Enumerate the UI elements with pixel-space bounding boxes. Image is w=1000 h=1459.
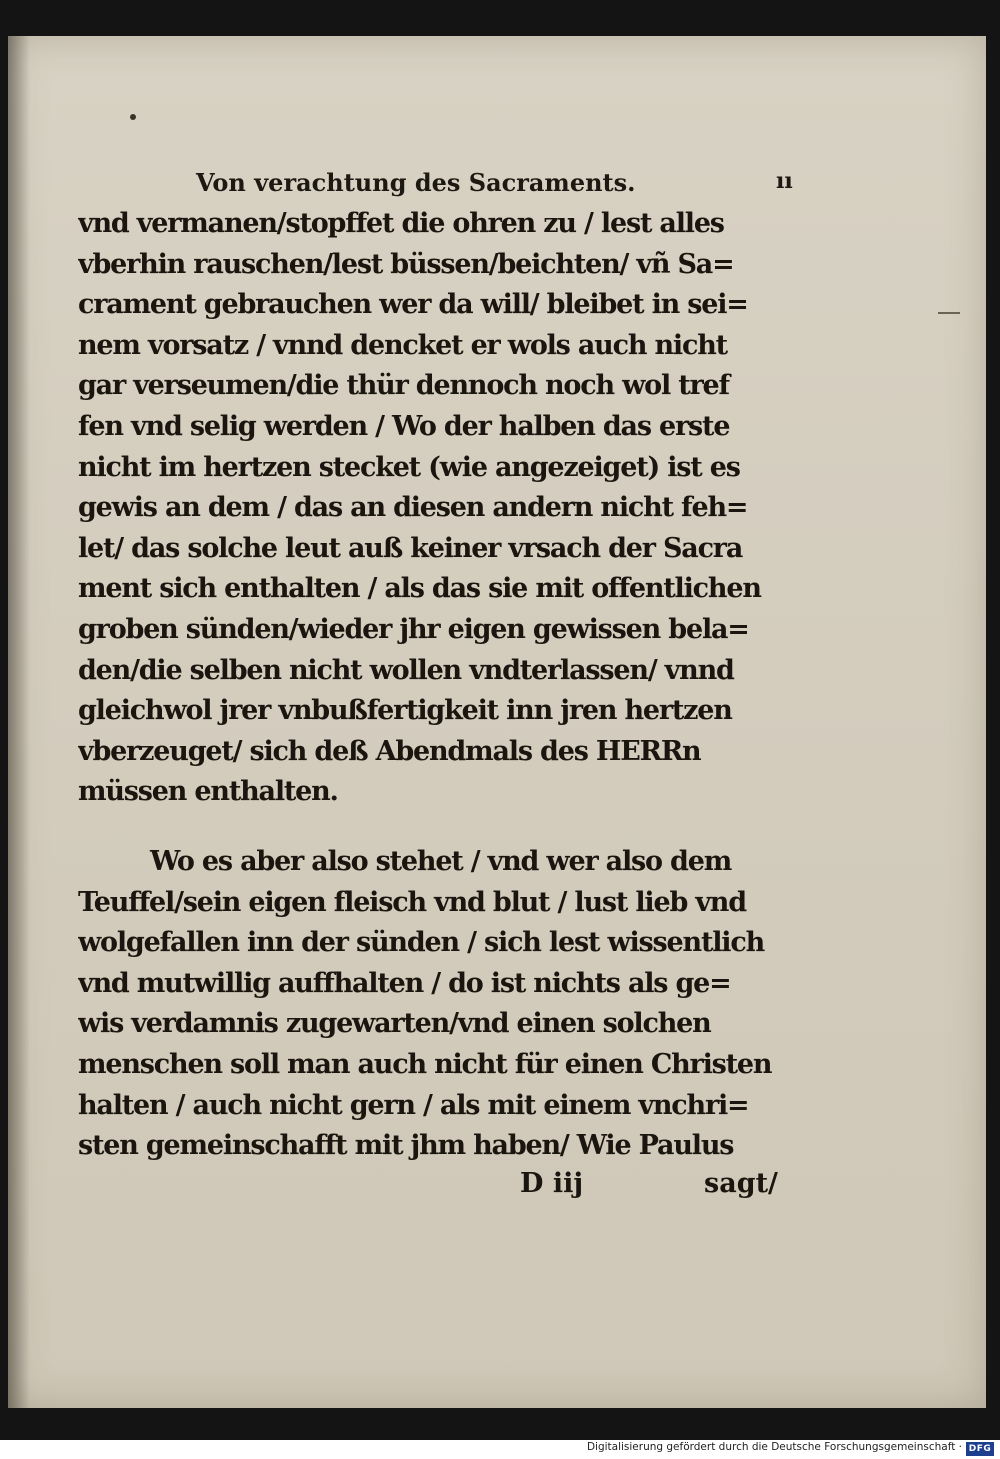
text-line: wis verdamnis zugewarten/vnd einen solchen	[78, 1008, 711, 1040]
text-line: gewis an dem / das an diesen andern nicht feh=	[78, 492, 748, 524]
text-line: halten / auch nicht gern / als mit einem vnchri=	[78, 1089, 749, 1121]
running-head: Von verachtung des Sacraments.	[196, 168, 636, 197]
text-line: müssen enthalten.	[78, 776, 338, 808]
text-line: vberhin rauschen/lest büssen/beichten/ vñ Sa=	[78, 248, 734, 280]
paragraph-1	[78, 204, 808, 813]
text-line: crament gebrauchen wer da will/ bleibet in sei=	[78, 289, 748, 321]
text-line: groben sünden/wieder jhr eigen gewissen bela=	[78, 613, 749, 645]
text-line: vberzeuget/ sich deß Abendmals des HERRn	[78, 735, 701, 767]
folio-number: ıı	[776, 168, 793, 194]
text-line: sten gemeinschafft mit jhm haben/ Wie Paulus	[78, 1130, 734, 1162]
text-line: Wo es aber also stehet / vnd wer also dem	[150, 846, 732, 877]
funding-notice: Digitalisierung gefördert durch die Deutsche Forschungsgemeinschaft ·	[586, 1441, 962, 1453]
catchword: sagt/	[704, 1168, 778, 1199]
text-line: gleichwol jrer vnbußfertigkeit inn jren hertzen	[78, 695, 732, 727]
footer-bar	[0, 1440, 1000, 1459]
text-line: nicht im hertzen stecket (wie angezeiget) ist es	[78, 451, 740, 483]
catchword-line	[0, 1164, 1000, 1208]
text-line: wolgefallen inn der sünden / sich lest wissentlich	[78, 927, 765, 959]
text-line: let/ das solche leut auß keiner vrsach der Sacra	[78, 532, 743, 564]
text-line: menschen soll man auch nicht für einen Christen	[78, 1048, 772, 1080]
paragraph-2	[78, 842, 808, 1167]
signature-mark: D iij	[520, 1168, 584, 1199]
dfg-logo: DFG	[966, 1442, 994, 1456]
text-line: nem vorsatz / vnnd dencket er wols auch nicht	[78, 329, 727, 361]
text-line: vnd mutwillig auffhalten / do ist nichts als ge=	[78, 967, 731, 999]
text-line: Teuffel/sein eigen fleisch vnd blut / lust lieb vnd	[78, 886, 746, 918]
text-line: vnd vermanen/stopffet die ohren zu / lest alles	[78, 208, 724, 239]
margin-mark	[938, 312, 960, 314]
text-line: fen vnd selig werden / Wo der halben das erste	[78, 410, 730, 442]
text-line: ment sich enthalten / als das sie mit offentlichen	[78, 573, 761, 605]
ink-speck	[130, 114, 136, 120]
text-line: den/die selben nicht wollen vndterlassen/ vnnd	[78, 654, 734, 686]
text-line: gar verseumen/die thür dennoch noch wol tref	[78, 370, 729, 402]
